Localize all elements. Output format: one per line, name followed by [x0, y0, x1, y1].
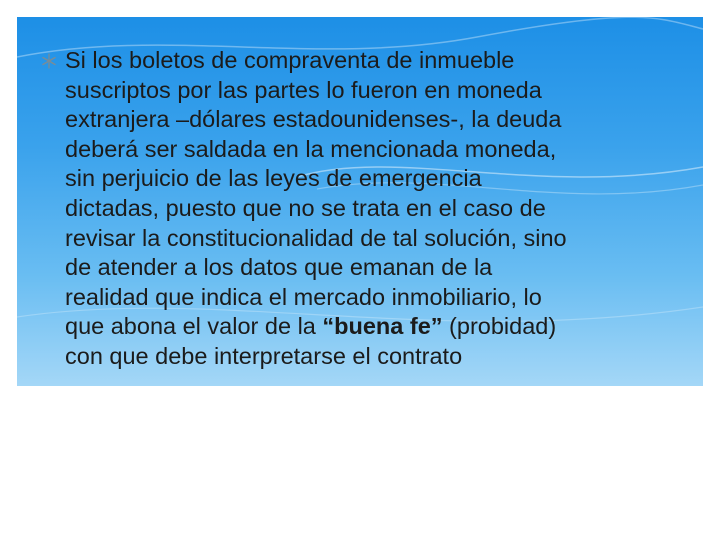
paragraph-line: sin perjuicio de las leyes de emergencia: [65, 165, 482, 192]
paragraph-line: Si los boletos de compraventa de inmueble: [65, 47, 515, 73]
paragraph-line: revisar la constitucionalidad de tal solución, sino: [65, 224, 567, 251]
paragraph-line: extranjera –dólares estadounidenses-, la deuda: [65, 106, 562, 133]
paragraph-line-with-bold: [65, 312, 695, 342]
paragraph-line: realidad que indica el mercado inmobiliario, lo: [65, 283, 542, 310]
paragraph-line: suscriptos por las partes lo fueron en moneda: [65, 76, 542, 103]
paragraph-text: [65, 46, 695, 372]
bold-phrase-buena-fe: “buena fe”: [322, 313, 443, 340]
line-segment: que abona el valor de la: [65, 313, 323, 340]
paragraph-line: de atender a los datos que emanan de la: [65, 254, 493, 281]
asterisk-bullet-icon: [40, 52, 58, 70]
paragraph-line: dictadas, puesto que no se trata en el caso de: [65, 194, 546, 221]
paragraph-line: con que debe interpretarse el contrato: [65, 342, 463, 369]
line-segment: (probidad): [442, 313, 557, 340]
paragraph-line: deberá ser saldada en la mencionada moneda,: [65, 135, 557, 162]
